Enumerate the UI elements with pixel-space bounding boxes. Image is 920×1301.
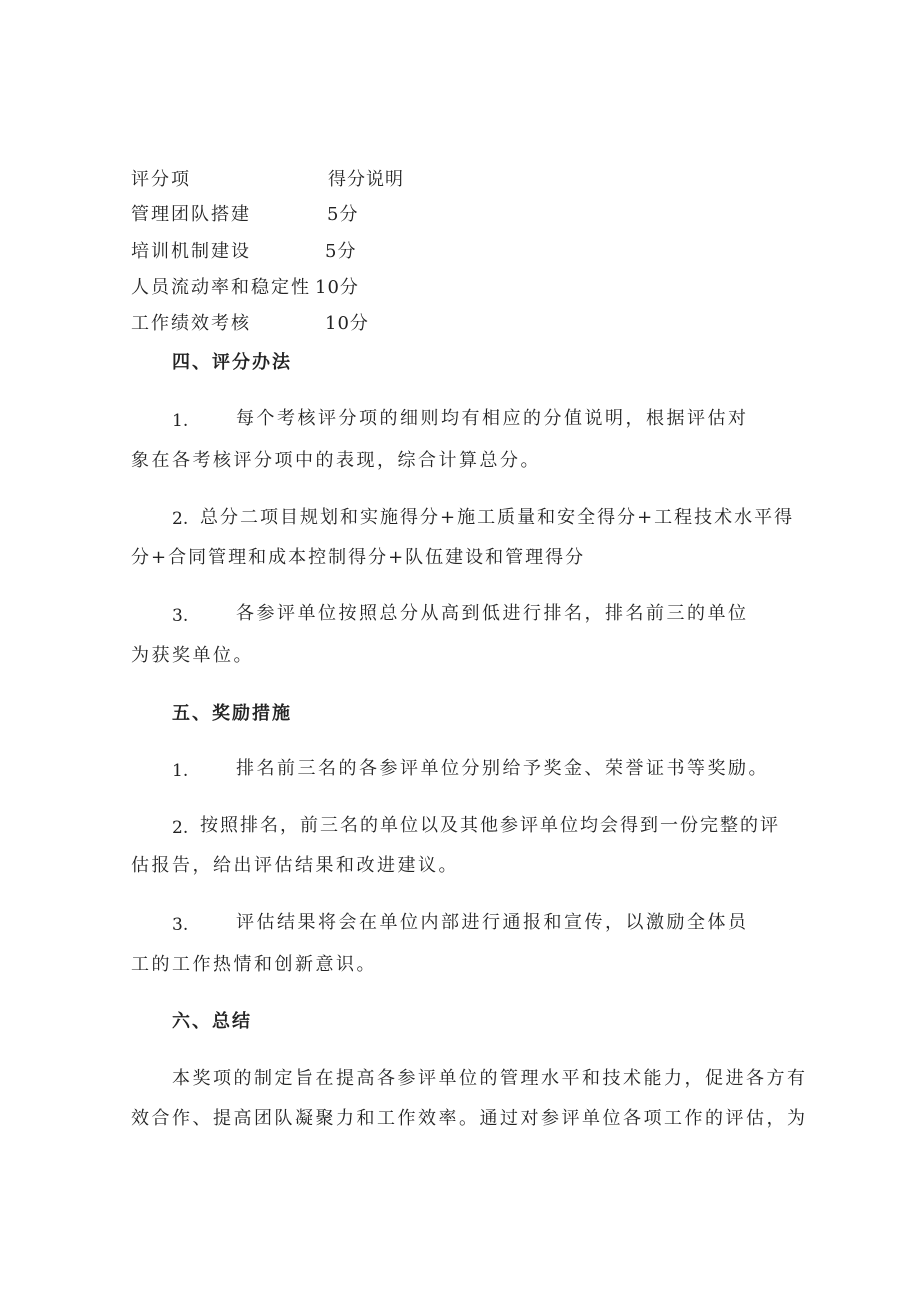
table-cell-item: 培训机制建设: [131, 241, 251, 262]
table-header-item: 评分项: [131, 169, 191, 190]
table-row: [131, 312, 531, 336]
list-item-number: 3.: [172, 606, 189, 626]
list-item-text: 象在各考核评分项中的表现，综合计算总分。: [131, 450, 541, 471]
table-cell-score: 10分: [315, 277, 359, 298]
table-row: [131, 240, 531, 264]
list-item-text: 各参评单位按照总分从高到低进行排名，排名前三的单位: [236, 603, 749, 624]
list-item-text: 估报告，给出评估结果和改进建议。: [131, 855, 459, 876]
table-cell-item: 工作绩效考核: [131, 313, 251, 334]
table-cell-item: 管理团队搭建: [131, 204, 251, 225]
table-cell-score: 10分: [325, 313, 369, 334]
section-heading-summary: 六、总结: [172, 1011, 252, 1032]
list-item-text: 分+合同管理和成本控制得分+队伍建设和管理得分: [131, 547, 586, 568]
table-header-score: 得分说明: [328, 169, 404, 190]
list-item-text: 总分二项目规划和实施得分+施工质量和安全得分+工程技术水平得: [200, 507, 795, 528]
section-heading-rewards: 五、奖励措施: [172, 703, 292, 724]
table-cell-score: 5分: [327, 204, 359, 225]
list-item-number: 2.: [172, 509, 189, 529]
list-item-number: 1.: [172, 411, 189, 431]
list-item-number: 3.: [172, 915, 189, 935]
table-row: [131, 203, 531, 227]
section-heading-scoring-method: 四、评分办法: [172, 352, 292, 373]
list-item-text: 排名前三名的各参评单位分别给予奖金、荣誉证书等奖励。: [236, 758, 769, 779]
list-item-text: 每个考核评分项的细则均有相应的分值说明，根据评估对: [236, 408, 749, 429]
table-cell-score: 5分: [325, 241, 357, 262]
list-item-text: 为获奖单位。: [131, 645, 254, 666]
summary-paragraph-line: 效合作、提高团队凝聚力和工作效率。通过对参评单位各项工作的评估，为: [131, 1108, 808, 1129]
table-cell-item: 人员流动率和稳定性: [131, 277, 311, 298]
list-item-number: 2.: [172, 818, 189, 838]
table-header-row: [131, 168, 531, 192]
table-row: [131, 276, 531, 300]
summary-paragraph-line: 本奖项的制定旨在提高各参评单位的管理水平和技术能力，促进各方有: [172, 1068, 808, 1089]
list-item-number: 1.: [172, 761, 189, 781]
list-item-text: 工的工作热情和创新意识。: [131, 954, 377, 975]
list-item-text: 按照排名，前三名的单位以及其他参评单位均会得到一份完整的评: [200, 815, 780, 836]
list-item-text: 评估结果将会在单位内部进行通报和宣传，以激励全体员: [236, 912, 749, 933]
